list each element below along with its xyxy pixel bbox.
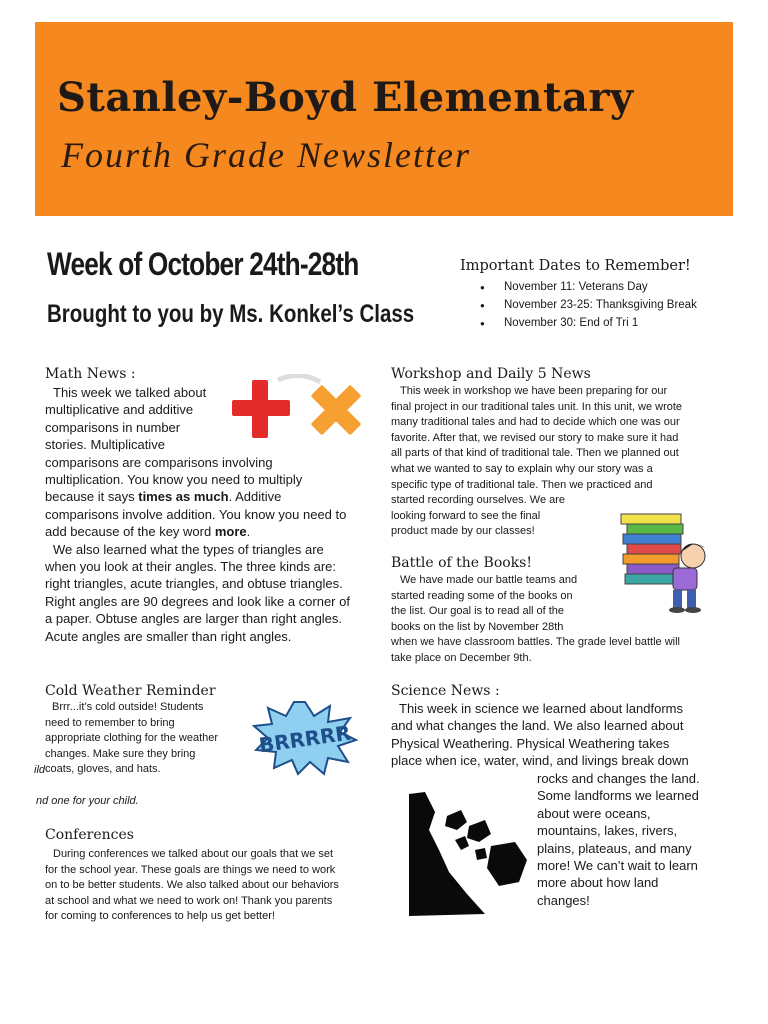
cropped-fragment-line: nd one for your child. — [36, 795, 139, 807]
text-line: We also learned what the types of triangles are — [53, 541, 324, 557]
text-line: the list. Our goal is to read all of the — [391, 605, 565, 618]
text-line: Right angles are 90 degrees and look like a corner of — [45, 593, 350, 609]
workshop-title: Workshop and Daily 5 News — [391, 366, 591, 382]
text-line: for coming to conferences to help us get better! — [45, 910, 275, 923]
falling-rocks-icon — [405, 790, 531, 918]
text-line: plains, plateaus, and many — [537, 840, 692, 856]
swoosh-icon — [278, 375, 320, 382]
text-line: place when ice, water, wind, and livings break down — [391, 753, 689, 769]
text-line: This week in science we learned about landforms — [399, 701, 683, 716]
text-line: when we have classroom battles. The grade level battle will — [391, 636, 681, 649]
text-line: for the school year. These goals are things we need to work — [45, 863, 336, 876]
date-item: ● November 30: End of Tri 1 — [482, 314, 697, 332]
newsletter-title: Fourth Grade Newsletter — [61, 135, 471, 175]
text-line: product made by our classes! — [391, 525, 535, 538]
text-line: more! We can’t wait to learn — [537, 858, 698, 874]
text-line: comparisons involve addition. You know you need to — [45, 506, 347, 522]
text-line: This week we talked about — [53, 385, 207, 400]
text-line: more about how land — [537, 875, 659, 891]
text-line: Brrr...it’s cold outside! Students — [52, 701, 204, 713]
date-item: ● November 11: Veterans Day — [482, 278, 697, 296]
math-news-title: Math News : — [45, 366, 136, 382]
text-line: During conferences we talked about our goals that we set — [53, 848, 334, 860]
text-line: looking forward to see the final — [391, 509, 541, 522]
brrr-burst-icon — [252, 700, 358, 776]
text-line: favorite. After that, we revised our story to make sure it had — [391, 431, 679, 444]
text-line: a paper. Obtuse angles are larger than right angles. — [45, 611, 343, 627]
important-dates-list — [482, 278, 697, 332]
text-line: specific type of traditional tale. Then we practiced and — [391, 478, 653, 491]
text-line: take place on December 9th. — [391, 651, 532, 664]
text-line: what we wanted to say to explain why our story was a — [391, 462, 653, 475]
battle-books-body — [391, 573, 721, 667]
text-line: multiplication. You know you need to multiply — [45, 472, 303, 488]
important-dates-title: Important Dates to Remember! — [460, 258, 691, 274]
school-name: Stanley-Boyd Elementary — [57, 74, 634, 121]
conferences-title: Conferences — [45, 827, 134, 843]
text-line: comparisons in number — [45, 419, 181, 435]
text-line: add because of the key word more. — [45, 524, 251, 540]
text-line: started reading some of the books on — [391, 589, 573, 602]
text-line: when you look at their angles. The three kinds are: — [45, 559, 336, 575]
text-line: right triangles, acute triangles, and obtuse triangles. — [45, 576, 343, 592]
class-byline: Brought to you by Ms. Konkel’s Class — [47, 300, 415, 328]
week-heading: Week of October 24th-28th — [47, 246, 359, 282]
text-line: changes. Make sure they bring — [45, 747, 196, 760]
cold-weather-title: Cold Weather Reminder — [45, 683, 216, 699]
text-line: rocks and changes the land. — [537, 771, 700, 786]
text-line: multiplicative and additive — [45, 402, 194, 418]
text-line: because it says times as much. Additive — [45, 489, 282, 505]
header-banner — [35, 22, 733, 216]
times-icon — [296, 374, 370, 444]
science-news-body-continued — [537, 770, 727, 909]
text-line: This week in workshop we have been preparing for our — [400, 385, 668, 397]
text-line: Acute angles are smaller than right angles. — [45, 628, 292, 644]
text-line: need to remember to bring — [45, 716, 175, 729]
math-symbols-icon — [230, 374, 370, 444]
date-item: ● November 23-25: Thanksgiving Break — [482, 296, 697, 314]
text-line: about were oceans, — [537, 805, 651, 821]
battle-books-title: Battle of the Books! — [391, 555, 532, 571]
text-line: books on the list by November 28th — [391, 620, 564, 633]
conferences-body — [45, 847, 380, 925]
text-line: changes! — [537, 892, 590, 908]
cold-weather-body — [45, 700, 255, 778]
text-line: at school and what we need to work on! Thank you parents — [45, 894, 333, 907]
text-line: many traditional tales and had to decide which one was our — [391, 416, 680, 429]
text-line: all parts of that kind of traditional tale. Then we planned out — [391, 447, 679, 460]
keyword-times-as-much: times as much — [138, 489, 229, 505]
text-line: started recording ourselves. We are — [391, 494, 566, 507]
plus-icon — [232, 380, 290, 438]
text-line: mountains, lakes, rivers, — [537, 823, 678, 839]
cropped-fragment-left: ild — [34, 764, 46, 776]
text-line: coats, gloves, and hats. — [45, 763, 161, 776]
text-line: and what changes the land. We also learned about — [391, 718, 684, 734]
text-line: We have made our battle teams and — [400, 574, 578, 586]
keyword-more: more — [214, 524, 247, 540]
text-line: appropriate clothing for the weather — [45, 732, 219, 745]
text-line: stories. Multiplicative — [45, 437, 165, 453]
science-news-body — [391, 700, 731, 770]
text-line: Some landforms we learned — [537, 788, 699, 804]
text-line: final project in our traditional tales unit. In this unit, we wrote — [391, 400, 683, 413]
text-line: Physical Weathering. Physical Weathering takes — [391, 735, 670, 751]
science-news-title: Science News : — [391, 683, 500, 699]
text-line: on to be better students. We also talked about our behaviors — [45, 879, 339, 892]
brrr-text: BRRRRR — [257, 720, 353, 758]
text-line: comparisons are comparisons involving — [45, 454, 273, 470]
